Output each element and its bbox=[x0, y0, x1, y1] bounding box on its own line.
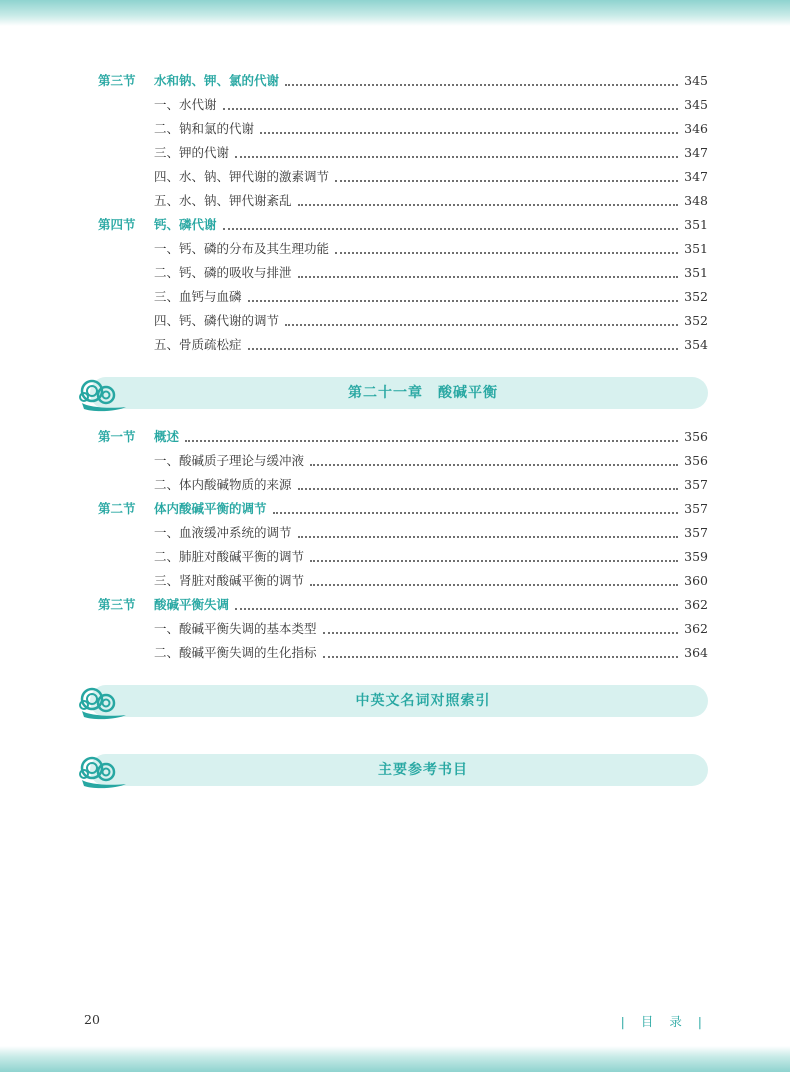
toc-entry-title: 二、肺脏对酸碱平衡的调节 bbox=[154, 549, 305, 564]
toc-entry-page: 362 bbox=[684, 621, 708, 636]
section-number: 第一节 bbox=[98, 429, 136, 444]
dot-leader bbox=[285, 323, 678, 326]
dot-leader bbox=[223, 227, 679, 230]
top-decorative-band bbox=[0, 0, 790, 26]
toc-entry-title: 二、体内酸碱物质的来源 bbox=[154, 477, 292, 492]
dot-leader bbox=[248, 347, 679, 350]
toc-entry-title: 一、钙、磷的分布及其生理功能 bbox=[154, 241, 330, 256]
dot-leader bbox=[248, 299, 679, 302]
toc-entry-page: 346 bbox=[684, 121, 708, 136]
dot-leader bbox=[298, 203, 679, 206]
toc-subsection-entry[interactable] bbox=[154, 95, 708, 115]
bibliography-title: 主要参考书目 bbox=[378, 762, 468, 778]
dot-leader bbox=[260, 131, 678, 134]
dot-leader bbox=[285, 83, 678, 86]
section-number: 第四节 bbox=[98, 217, 136, 232]
dot-leader bbox=[235, 607, 678, 610]
toc-entry-page: 364 bbox=[684, 645, 708, 660]
toc-subsection-entry[interactable] bbox=[154, 119, 708, 139]
dot-leader bbox=[185, 439, 678, 442]
toc-entry-page: 362 bbox=[684, 597, 708, 612]
toc-entry-title: 体内酸碱平衡的调节 bbox=[154, 501, 267, 516]
toc-entry-page: 347 bbox=[684, 145, 708, 160]
toc-entry-title: 二、酸碱平衡失调的生化指标 bbox=[154, 645, 317, 660]
toc-entry-title: 四、钙、磷代谢的调节 bbox=[154, 313, 280, 328]
toc-section-entry[interactable] bbox=[98, 215, 708, 235]
toc-section-entry[interactable] bbox=[98, 71, 708, 91]
dot-leader bbox=[310, 559, 678, 562]
toc-entry-title: 五、骨质疏松症 bbox=[154, 337, 242, 352]
toc-subsection-entry[interactable] bbox=[154, 191, 708, 211]
running-head: | 目 录 | bbox=[620, 1014, 708, 1029]
dot-leader bbox=[323, 655, 679, 658]
toc-subsection-entry[interactable] bbox=[154, 167, 708, 187]
toc-entry-title: 概述 bbox=[154, 429, 180, 444]
toc-subsection-entry[interactable] bbox=[154, 475, 708, 495]
dot-leader bbox=[298, 487, 679, 490]
section-number: 第二节 bbox=[98, 501, 136, 516]
toc-entry-title: 三、钾的代谢 bbox=[154, 145, 230, 160]
dot-leader bbox=[273, 511, 679, 514]
dot-leader bbox=[335, 179, 678, 182]
toc-entry-title: 一、血液缓冲系统的调节 bbox=[154, 525, 292, 540]
toc-entry-title: 酸碱平衡失调 bbox=[154, 597, 230, 612]
toc-entry-page: 359 bbox=[684, 549, 708, 564]
dot-leader bbox=[235, 155, 678, 158]
toc-subsection-entry[interactable] bbox=[154, 523, 708, 543]
dot-leader bbox=[310, 463, 678, 466]
toc-entry-title: 三、肾脏对酸碱平衡的调节 bbox=[154, 573, 305, 588]
toc-entry-page: 351 bbox=[684, 241, 708, 256]
toc-entry-page: 347 bbox=[684, 169, 708, 184]
toc-entry-title: 五、水、钠、钾代谢紊乱 bbox=[154, 193, 292, 208]
dot-leader bbox=[335, 251, 678, 254]
bibliography-heading bbox=[78, 754, 708, 786]
toc-entry-title: 三、血钙与血磷 bbox=[154, 289, 242, 304]
bottom-decorative-band bbox=[0, 1046, 790, 1072]
dot-leader bbox=[323, 631, 679, 634]
toc-entry-page: 357 bbox=[684, 525, 708, 540]
toc-subsection-entry[interactable] bbox=[154, 643, 708, 663]
toc-entry-title: 四、水、钠、钾代谢的激素调节 bbox=[154, 169, 330, 184]
section-number: 第三节 bbox=[98, 597, 136, 612]
section-number: 第三节 bbox=[98, 73, 136, 88]
toc-entry-page: 345 bbox=[684, 73, 708, 88]
dot-leader bbox=[298, 535, 679, 538]
toc-entry-title: 钙、磷代谢 bbox=[154, 217, 217, 232]
toc-entry-page: 345 bbox=[684, 97, 708, 112]
dot-leader bbox=[310, 583, 678, 586]
toc-entry-page: 354 bbox=[684, 337, 708, 352]
toc-subsection-entry[interactable] bbox=[154, 451, 708, 471]
toc-entry-title: 二、钙、磷的吸收与排泄 bbox=[154, 265, 292, 280]
page-number: 20 bbox=[84, 1012, 100, 1027]
index-heading bbox=[78, 685, 708, 717]
toc-entry-title: 二、钠和氯的代谢 bbox=[154, 121, 255, 136]
dot-leader bbox=[298, 275, 679, 278]
toc-section-entry[interactable] bbox=[98, 499, 708, 519]
toc-entry-page: 356 bbox=[684, 429, 708, 444]
toc-entry-page: 351 bbox=[684, 265, 708, 280]
toc-subsection-entry[interactable] bbox=[154, 143, 708, 163]
toc-subsection-entry[interactable] bbox=[154, 239, 708, 259]
toc-subsection-entry[interactable] bbox=[154, 571, 708, 591]
toc-subsection-entry[interactable] bbox=[154, 263, 708, 283]
toc-entry-title: 水和钠、钾、氯的代谢 bbox=[154, 73, 280, 88]
toc-entry-page: 348 bbox=[684, 193, 708, 208]
toc-entry-page: 356 bbox=[684, 453, 708, 468]
chapter-title: 第二十一章 酸碱平衡 bbox=[348, 385, 498, 401]
toc-section-entry[interactable] bbox=[98, 427, 708, 447]
toc-entry-page: 357 bbox=[684, 477, 708, 492]
toc-entry-page: 357 bbox=[684, 501, 708, 516]
toc-entry-page: 352 bbox=[684, 289, 708, 304]
toc-entry-page: 360 bbox=[684, 573, 708, 588]
toc-entry-page: 352 bbox=[684, 313, 708, 328]
chapter-heading-21 bbox=[78, 377, 708, 409]
toc-entry-title: 一、酸碱平衡失调的基本类型 bbox=[154, 621, 317, 636]
toc-entry-page: 351 bbox=[684, 217, 708, 232]
toc-entry-title: 一、酸碱质子理论与缓冲液 bbox=[154, 453, 305, 468]
toc-subsection-entry[interactable] bbox=[154, 335, 708, 355]
toc-subsection-entry[interactable] bbox=[154, 619, 708, 639]
toc-subsection-entry[interactable] bbox=[154, 287, 708, 307]
toc-section-entry[interactable] bbox=[98, 595, 708, 615]
toc-subsection-entry[interactable] bbox=[154, 547, 708, 567]
dot-leader bbox=[223, 107, 679, 110]
index-title: 中英文名词对照索引 bbox=[355, 693, 491, 709]
toc-entry-title: 一、水代谢 bbox=[154, 97, 217, 112]
toc-subsection-entry[interactable] bbox=[154, 311, 708, 331]
